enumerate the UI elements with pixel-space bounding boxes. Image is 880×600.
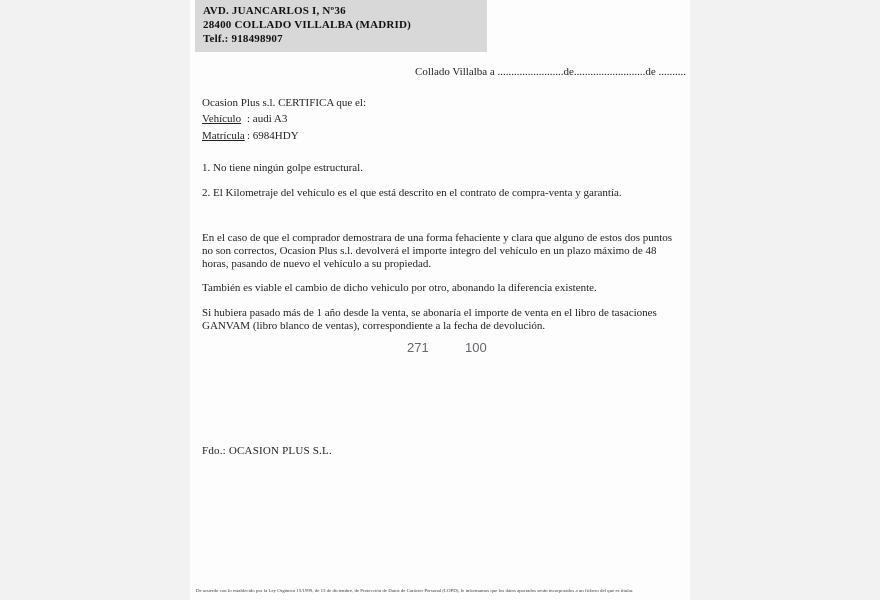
refund-paragraph: En el caso de que el comprador demostrara de una forma fehaciente y clara que alguno de estos dos puntos no son correctos, Ocasion Plus s.l. devolverá el importe integro del vehículo en un plazo máximo de 48 horas, pasando de nuevo el vehículo a su propiedad.	[202, 232, 673, 270]
certified-point-1: 1. No tiene ningún golpe estructural.	[202, 162, 363, 174]
plate-row	[202, 129, 366, 144]
certification-block	[202, 97, 366, 144]
legal-footer-text: De acuerdo con lo establecido por la Ley Orgánica 15/1999, de 13 de diciembre, de Protección de Datos de Carácter Personal (LOPD), le informamos que los datos aportados serán incorporados a un fichero del que es titular.	[196, 588, 634, 593]
letterhead-block	[195, 0, 487, 52]
ganvam-paragraph: Si hubiera pasado más de 1 año desde la venta, se abonaría el importe de venta en el libro de tasaciones GANVAM (libro blanco de ventas), correspondiente a la fecha de devolución.	[202, 307, 657, 332]
signature-line: Fdo.: OCASION PLUS S.L.	[202, 445, 332, 457]
date-fill-line: Collado Villalba a ........................de..........................de ..........	[415, 66, 687, 78]
overlay-number-271: 271	[407, 340, 429, 355]
vehicle-value: : audi A3	[247, 113, 288, 125]
exchange-paragraph: También es viable el cambio de dicho vehiculo por otro, abonando la diferencia existente.	[202, 282, 597, 294]
certified-point-2: 2. El Kilometraje del vehículo es el que está descrito en el contrato de compra-venta y garantía.	[202, 187, 622, 199]
vehicle-label: Vehículo	[202, 113, 242, 125]
plate-label: Matrícula	[202, 130, 245, 142]
plate-value: : 6984HDY	[247, 130, 299, 142]
vehicle-row	[202, 112, 366, 127]
letterhead-address-line2: 28400 COLLADO VILLALBA (MADRID)	[203, 19, 411, 31]
letterhead-address-line1: AVD. JUANCARLOS I, Nº36	[203, 5, 346, 17]
document-page	[190, 0, 690, 600]
certification-intro: Ocasion Plus s.l. CERTIFICA que el:	[202, 97, 367, 109]
overlay-number-100: 100	[465, 340, 487, 355]
letterhead-phone: Telf.: 918498907	[203, 33, 283, 45]
